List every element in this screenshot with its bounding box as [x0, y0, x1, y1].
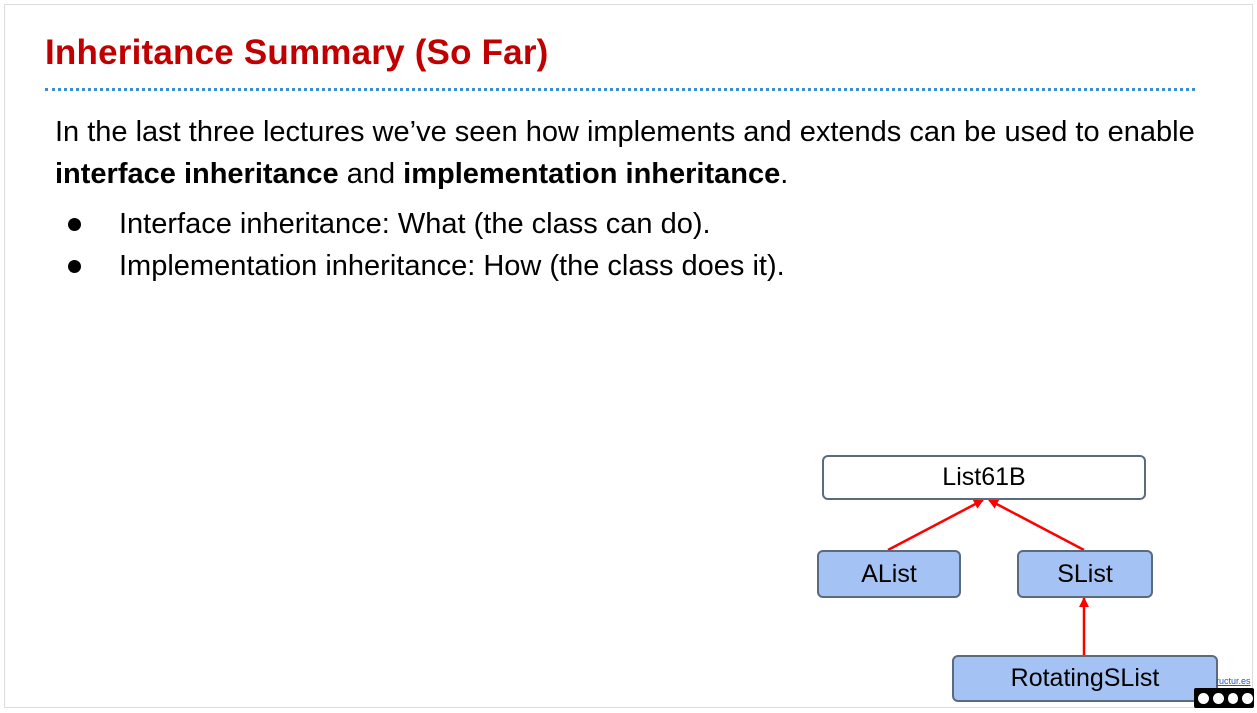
bullet-icon	[68, 218, 81, 231]
slide-title: Inheritance Summary (So Far)	[45, 33, 549, 72]
bullet-list	[65, 203, 785, 287]
node-list61b	[822, 455, 1146, 500]
node-alist-label: AList	[861, 559, 917, 588]
intro-bold-implementation: implementation inheritance	[403, 158, 781, 190]
intro-paragraph	[55, 111, 1225, 195]
list-item	[65, 203, 785, 245]
node-alist	[817, 550, 961, 598]
node-list61b-label: List61B	[942, 463, 1026, 491]
footer-link[interactable]: ructur.es	[1216, 676, 1251, 686]
intro-bold-interface: interface inheritance	[55, 158, 339, 190]
by-icon	[1212, 692, 1225, 705]
cc-icon	[1197, 692, 1210, 705]
list-item	[65, 245, 785, 287]
intro-text-1: In the last three lectures we’ve seen how implements and extends can be used to enable	[55, 116, 1195, 148]
cc-by-nc-sa-icon	[1194, 688, 1254, 708]
slide	[4, 4, 1253, 708]
bullet-text: Interface inheritance: What (the class can do).	[119, 208, 711, 240]
sa-icon	[1241, 692, 1254, 705]
intro-text-3: .	[780, 158, 789, 190]
intro-text-2: and	[338, 158, 404, 190]
bullet-text: Implementation inheritance: How (the class does it).	[119, 250, 785, 282]
title-divider	[45, 88, 1195, 91]
bullet-icon	[68, 260, 81, 273]
nc-icon	[1227, 692, 1240, 705]
node-rotatingslist	[952, 655, 1218, 702]
node-rotatingslist-label: RotatingSList	[1010, 664, 1160, 692]
node-slist	[1017, 550, 1153, 598]
node-slist-label: SList	[1057, 559, 1113, 588]
